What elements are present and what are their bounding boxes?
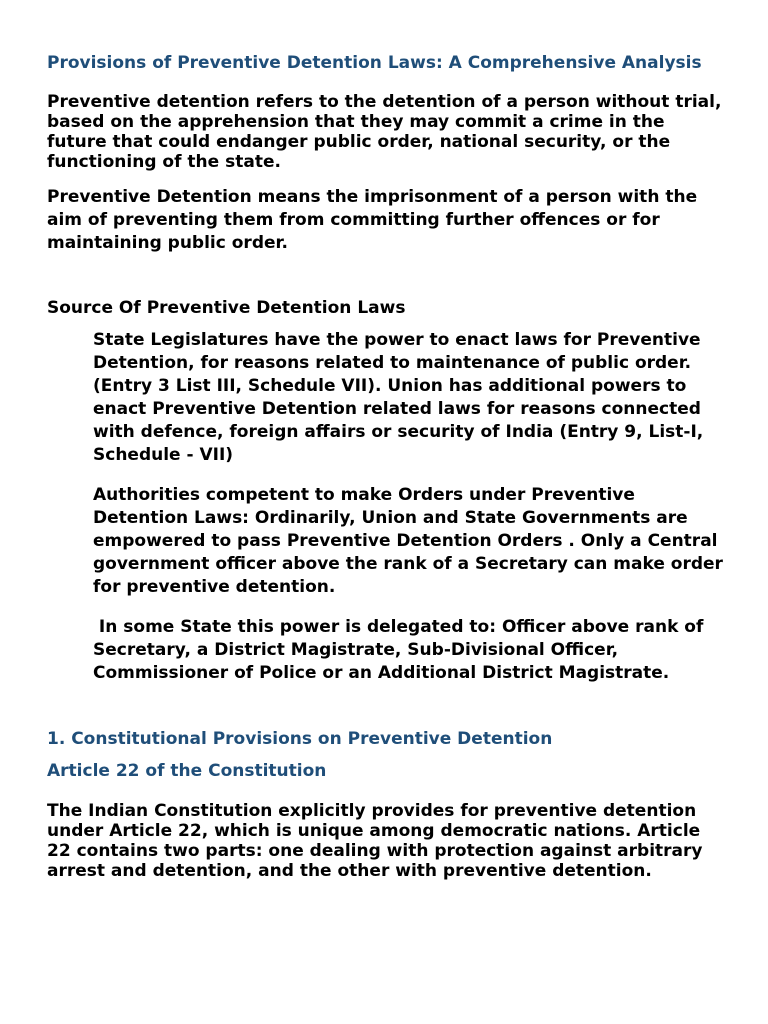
source-paragraph-authorities: Authorities competent to make Orders under Preventive Detention Laws: Ordinarily, Union and State Governments are empowered to pass Preventive Detention Orders . Only a Central government officer above the rank of a Secretary can make order for preventive detention. — [93, 485, 723, 597]
document-title: Provisions of Preventive Detention Laws: A Comprehensive Analysis — [47, 53, 702, 73]
source-paragraph-legislatures: State Legislatures have the power to enact laws for Preventive Detention, for reasons related to maintenance of public order. (Entry 3 List III, Schedule VII). Union has additional powers to enact Preventive Detention related laws for reasons connected with defence, foreign affairs or security of India (Entry 9, List-I, Schedule - VII) — [93, 330, 704, 465]
source-section — [93, 329, 733, 685]
definition-paragraph: Preventive Detention means the imprisonment of a person with the aim of preventing them from committing further offences or for maintaining public order. — [47, 187, 698, 253]
source-heading: Source Of Preventive Detention Laws — [47, 298, 406, 318]
section-subheading-article-22: Article 22 of the Constitution — [47, 761, 327, 781]
section-heading-constitutional: 1. Constitutional Provisions on Preventive Detention — [47, 729, 553, 749]
document-page — [47, 52, 725, 881]
intro-paragraph: Preventive detention refers to the detention of a person without trial, based on the apprehension that they may commit a crime in the future that could endanger public order, national security, or the functioning of the state. — [47, 92, 722, 172]
article-22-paragraph: The Indian Constitution explicitly provides for preventive detention under Article 22, which is unique among democratic nations. Article 22 contains two parts: one dealing with protection against arbitrary arrest and detention, and the other with preventive detention. — [47, 801, 703, 881]
source-paragraph-delegation: In some State this power is delegated to: Officer above rank of Secretary, a District Magistrate, Sub-Divisional Officer, Commissioner of Police or an Additional District Magistrate. — [93, 617, 710, 683]
